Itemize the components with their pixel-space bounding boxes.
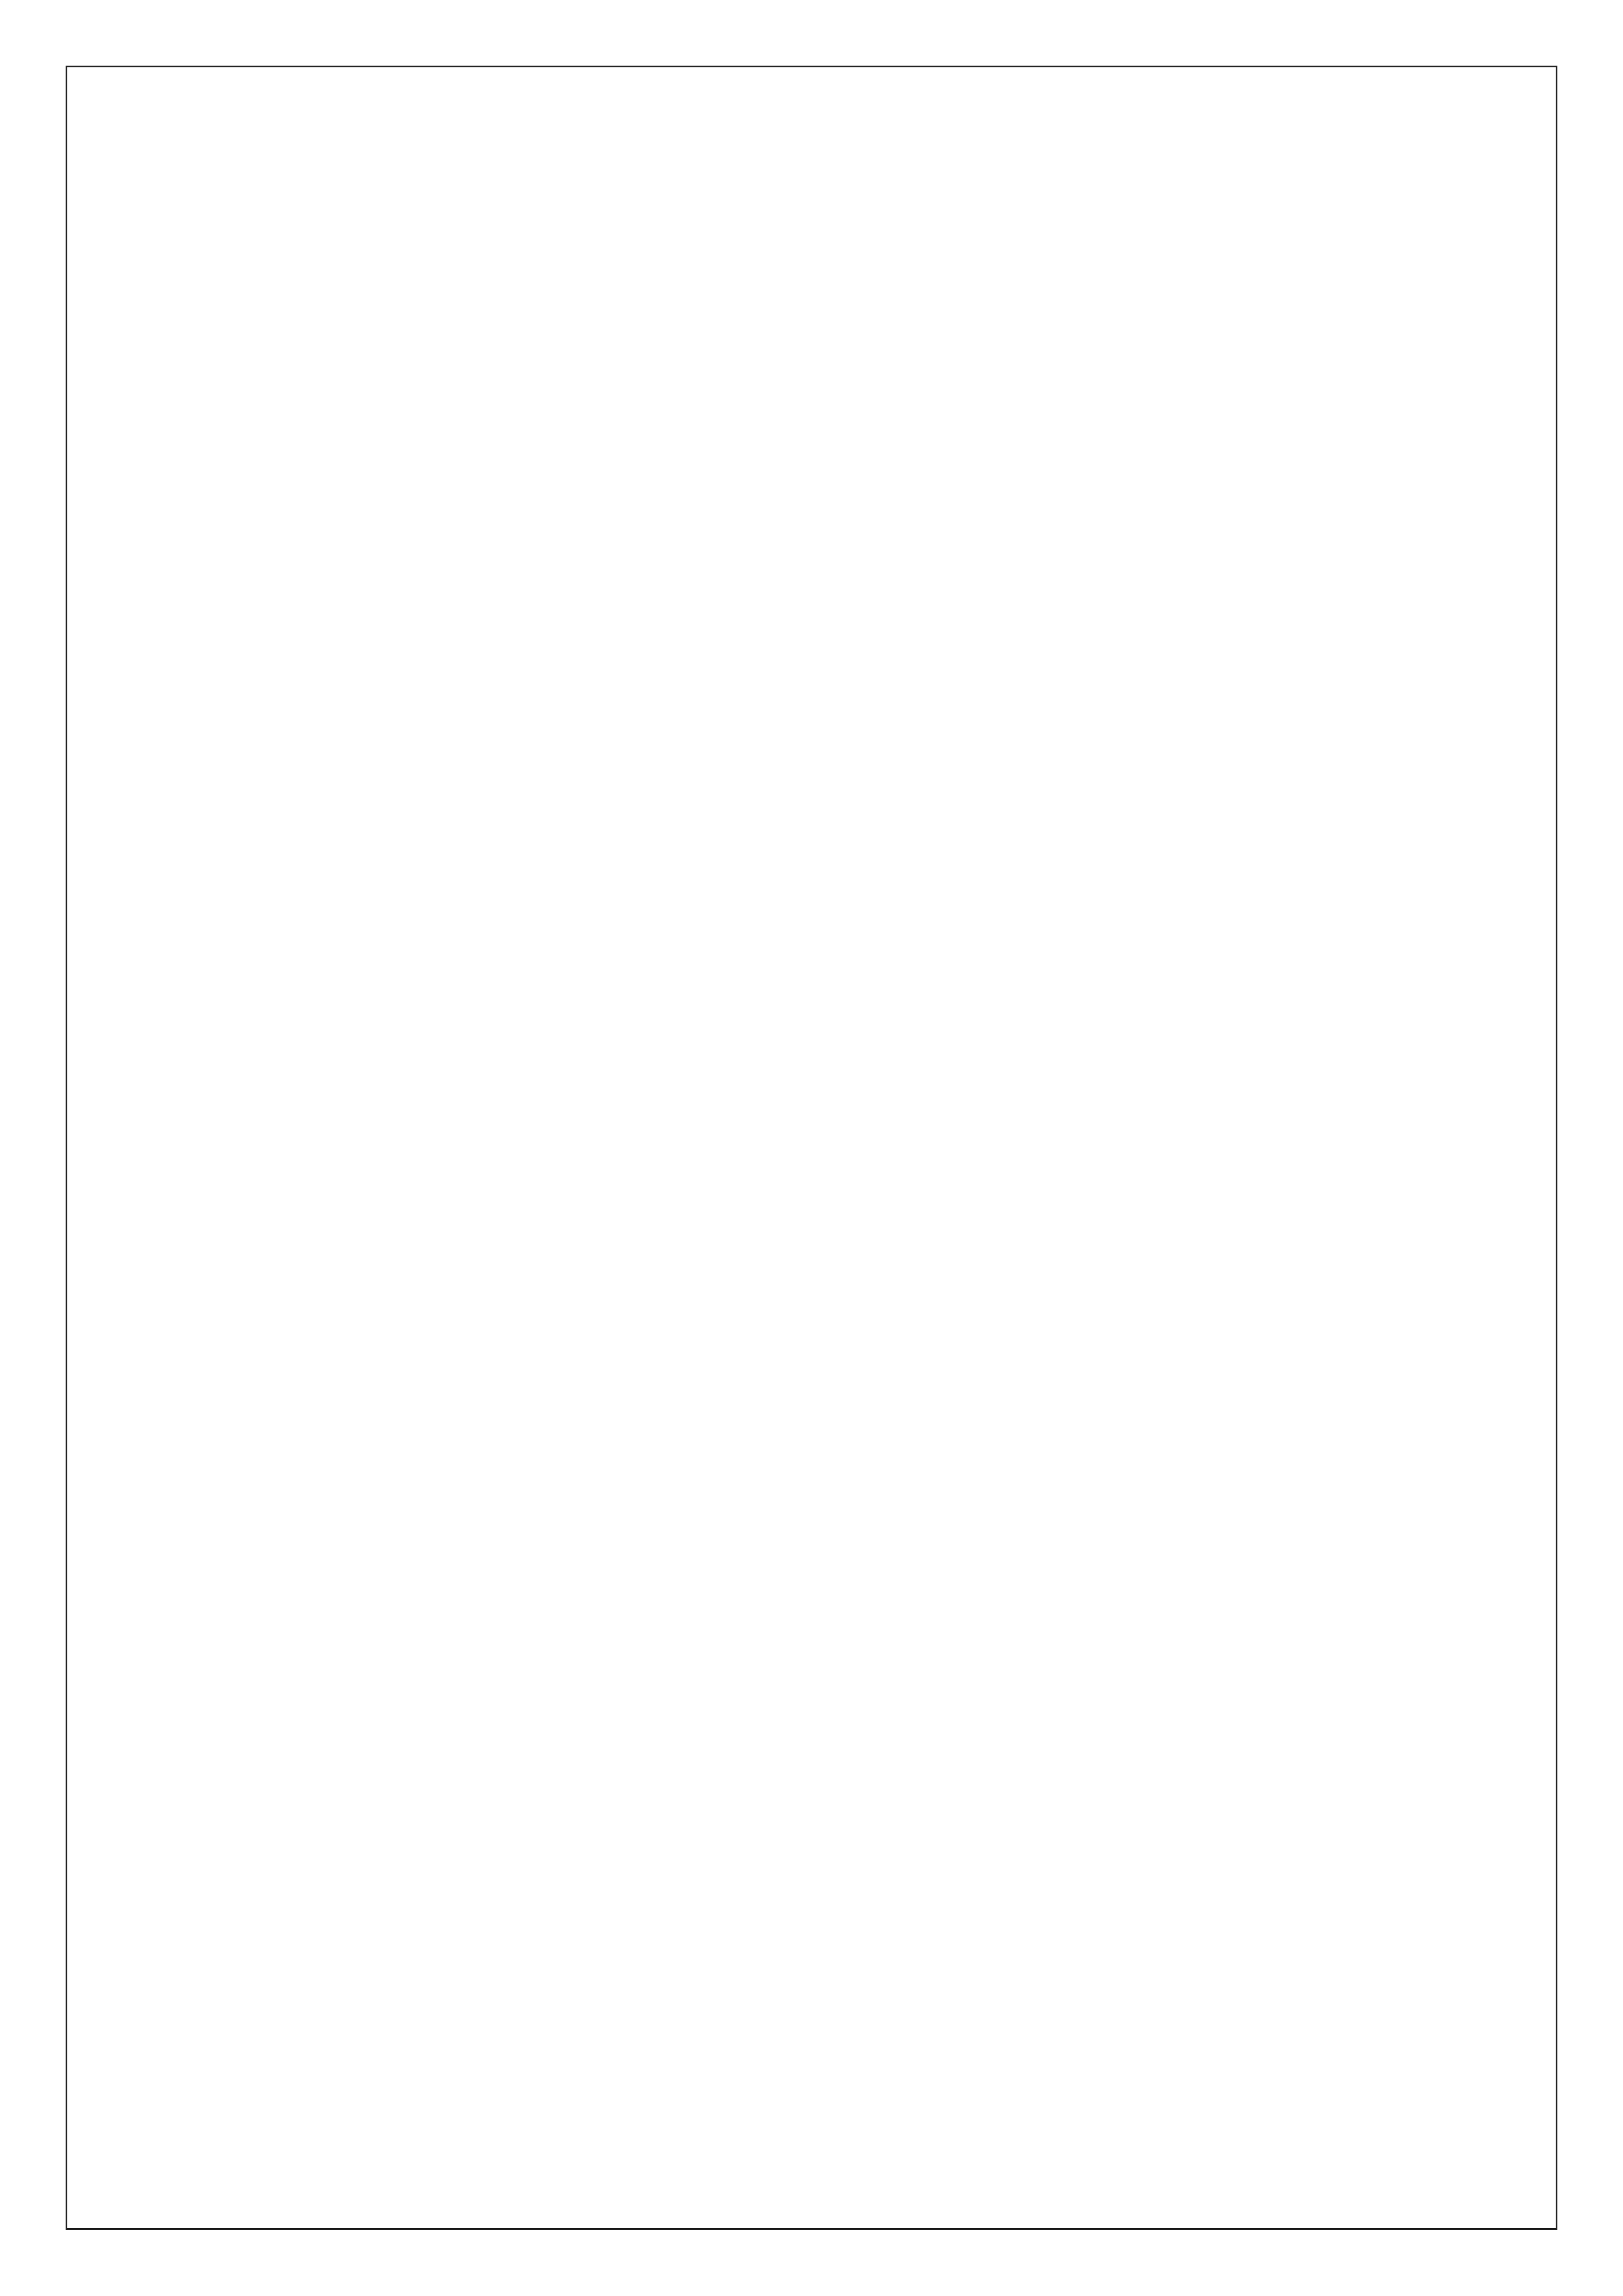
page-border [66,66,1557,2230]
